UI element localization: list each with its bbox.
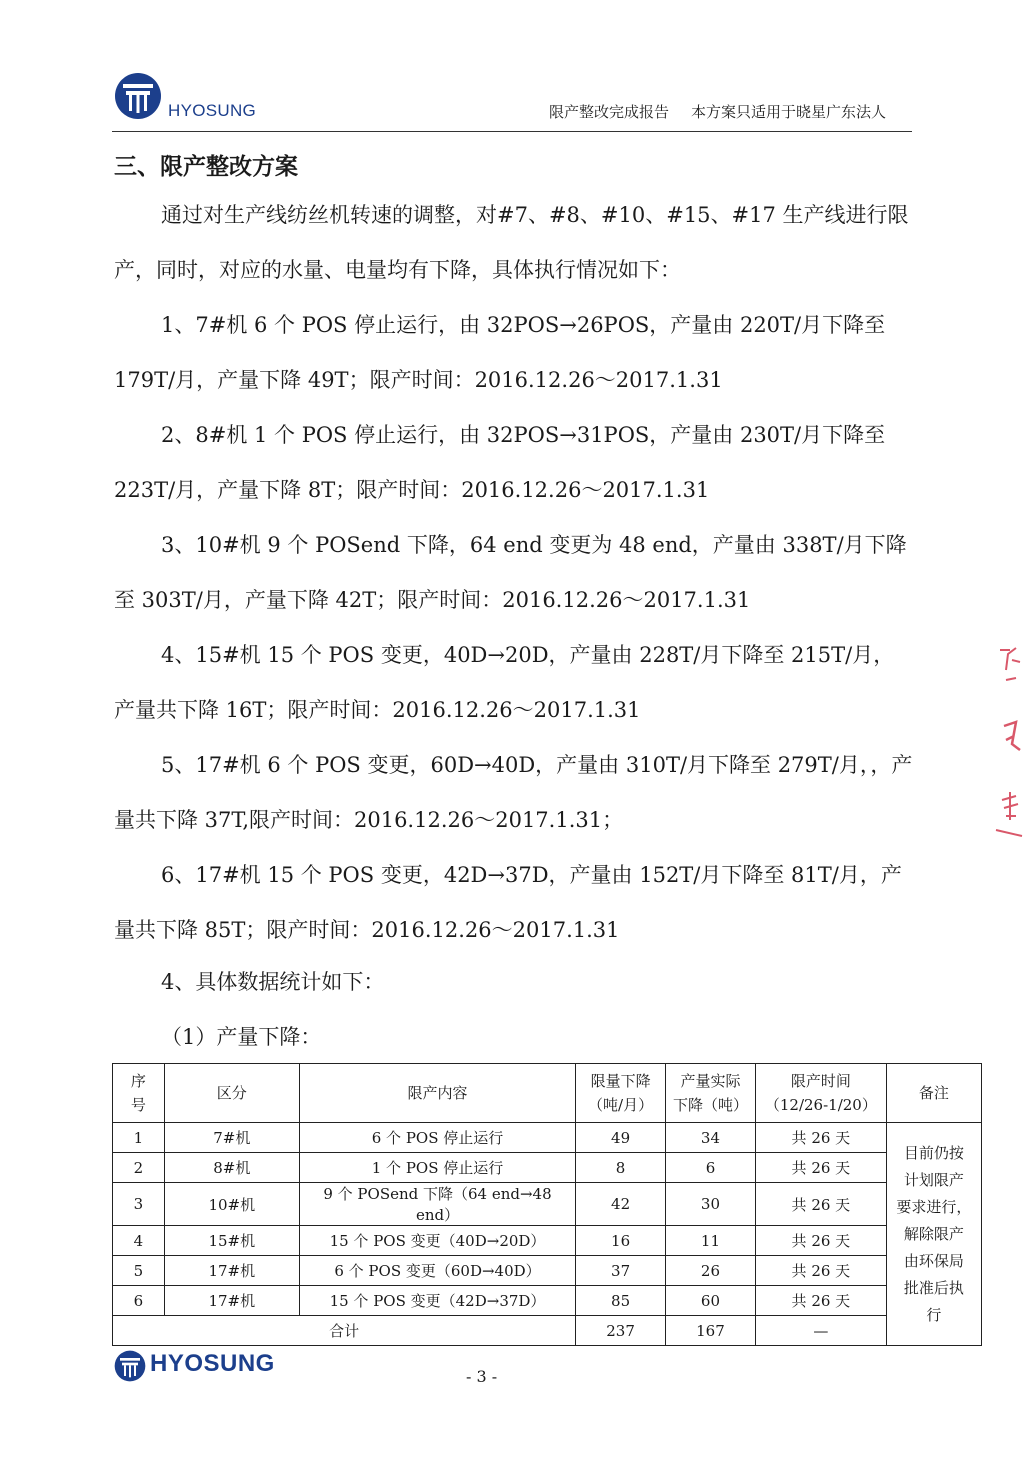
list-item: 4、15#机 15 个 POS 变更，40D→20D，产量由 228T/月下降至 215T/月，产量共下降 16T；限产时间：2016.12.26～2017.1.31 <box>114 643 895 722</box>
header-info <box>549 101 886 122</box>
brand-name: HYOSUNG <box>168 101 257 120</box>
seal-stamp-icon <box>976 640 1024 850</box>
list-item: 6、17#机 15 个 POS 变更，42D→37D，产量由 152T/月下降至 81T/月，产量共下降 85T；限产时间：2016.12.26～2017.1.31 <box>114 863 902 942</box>
header-content: 限产内容 <box>299 1064 576 1123</box>
intro-paragraph <box>114 188 914 298</box>
table-row: 6 17#机 15 个 POS 变更（42D→37D） 85 60 共 26 天 <box>113 1286 982 1316</box>
header-actual: 产量实际 下降（吨） <box>665 1064 755 1123</box>
header-divider <box>112 131 912 132</box>
header-category: 区分 <box>164 1064 299 1123</box>
header-limit: 限量下降 （吨/月） <box>576 1064 666 1123</box>
table-total-row: 合计 237 167 — <box>113 1316 982 1346</box>
report-title: 限产整改完成报告 <box>548 103 669 121</box>
list-item: 2、8#机 1 个 POS 停止运行，由 32POS→31POS，产量由 230T/月下降至 223T/月，产量下降 8T；限产时间：2016.12.26～2017.1.31 <box>114 423 886 502</box>
header-time: 限产时间 （12/26-1/20） <box>756 1064 887 1123</box>
header-no: 序 号 <box>113 1064 165 1123</box>
hyosung-logo-icon <box>114 72 162 120</box>
list-item: 5、17#机 6 个 POS 变更，60D→40D，产量由 310T/月下降至 279T/月，，产量共下降 37T,限产时间：2016.12.26～2017.1.31； <box>114 753 913 832</box>
table-row: 5 17#机 6 个 POS 变更（60D→40D） 37 26 共 26 天 <box>113 1256 982 1286</box>
note-cell: 目前仍按 计划限产 要求进行， 解除限产 由环保局 批准后执 行 <box>886 1123 981 1346</box>
hyosung-logo-icon <box>114 1350 146 1382</box>
measure-list <box>114 298 914 958</box>
table-row: 4 15#机 15 个 POS 变更（40D→20D） 16 11 共 26 天 <box>113 1226 982 1256</box>
intro-text: 通过对生产线纺丝机转速的调整，对#7、#8、#10、#15、#17 生产线进行限产，同时，对应的水量、电量均有下降，具体执行情况如下： <box>114 203 909 282</box>
table-row: 2 8#机 1 个 POS 停止运行 8 6 共 26 天 <box>113 1153 982 1183</box>
list-item: 1、7#机 6 个 POS 停止运行，由 32POS→26POS，产量由 220T/月下降至 179T/月，产量下降 49T；限产时间：2016.12.26～2017.1.31 <box>114 313 886 392</box>
stats-heading: 4、具体数据统计如下： <box>161 970 385 994</box>
production-table <box>112 1063 982 1346</box>
page-number: - 3 - <box>466 1367 498 1386</box>
footer-brand: HYOSUNG <box>150 1350 275 1377</box>
scope-note: 本方案只适用于晓星广东法人 <box>690 103 886 121</box>
table-row: 3 10#机 9 个 POSend 下降（64 end→48 end） 42 30 共 26 天 <box>113 1183 982 1226</box>
section-title: 三、限产整改方案 <box>114 154 298 180</box>
header-note: 备注 <box>886 1064 981 1123</box>
stats-subheading: （1）产量下降： <box>161 1025 322 1049</box>
list-item: 3、10#机 9 个 POSend 下降，64 end 变更为 48 end，产量由 338T/月下降至 303T/月，产量下降 42T；限产时间：2016.12.26～2017.1.31 <box>114 533 907 612</box>
table-header-row <box>113 1064 982 1123</box>
table-row: 1 7#机 6 个 POS 停止运行 49 34 共 26 天 目前仍按 计划限产 要求进行， 解除限产 由环保局 批准后执 行 <box>113 1123 982 1153</box>
